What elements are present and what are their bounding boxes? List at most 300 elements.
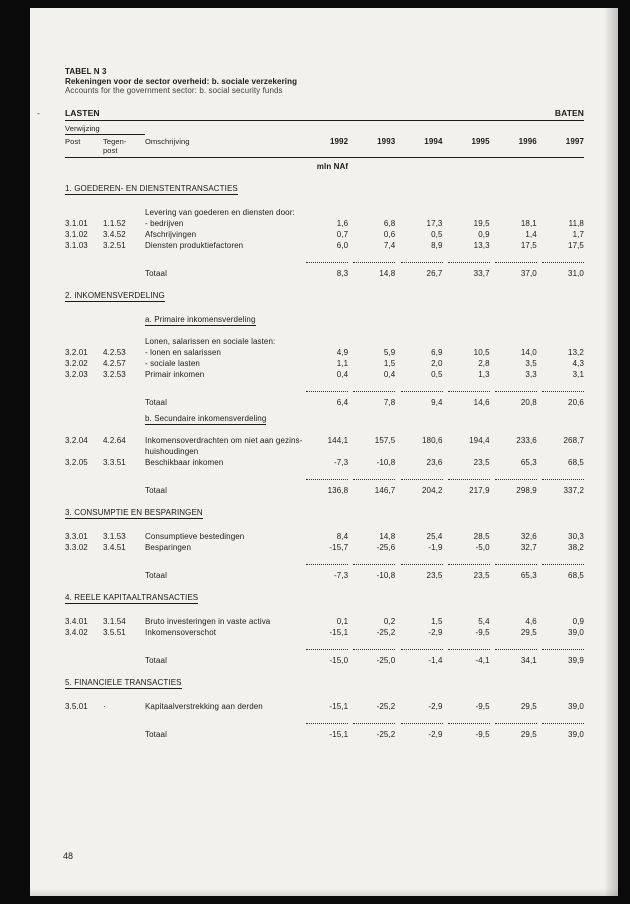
value-1994: 180,6 — [421, 435, 443, 445]
dots-cell — [348, 258, 395, 264]
value-1993: 0,6 — [383, 229, 396, 239]
row-label: - bedrijven — [145, 218, 184, 228]
value-1997: 68,5 — [568, 457, 584, 467]
post-cell: 3.1.01 — [65, 218, 88, 228]
dotted-leader — [448, 259, 490, 263]
spacer — [65, 560, 103, 561]
table-row — [65, 616, 584, 627]
post-cell — [65, 485, 103, 486]
tegenpost-cell: · — [103, 701, 106, 711]
column-header-row — [65, 137, 584, 155]
value-1995: 28,5 — [473, 531, 490, 541]
horizontal-rule-header — [65, 157, 584, 158]
value-1995: 194,4 — [469, 435, 490, 445]
row-label: Totaal — [145, 485, 167, 495]
spacer — [145, 161, 301, 162]
section-heading-text: 3. CONSUMPTIE EN BESPARINGEN — [65, 507, 203, 517]
section-heading-text: 5. FINANCIELE TRANSACTIES — [65, 677, 182, 687]
value-1993: -25,2 — [376, 701, 396, 711]
row-label: Consumptieve bestedingen — [145, 531, 245, 541]
dots-cell — [490, 645, 537, 651]
value-1992: 1,6 — [336, 218, 349, 228]
row-label: Totaal — [145, 655, 167, 665]
dotted-leader — [306, 388, 348, 392]
tegenpost-cell — [103, 207, 145, 208]
value-1994: 2,0 — [431, 358, 443, 368]
dots-cell — [395, 645, 442, 651]
value-1993: 14,8 — [379, 268, 396, 278]
value-1997: 13,2 — [568, 347, 584, 357]
document-page — [30, 8, 618, 896]
value-1997: 38,2 — [568, 542, 584, 552]
value-1995: 19,5 — [473, 218, 490, 228]
post-cell — [65, 397, 103, 398]
value-1993: 0,2 — [383, 616, 396, 626]
post-cell — [65, 314, 103, 315]
table-row — [65, 542, 584, 553]
value-1995: 2,8 — [478, 358, 490, 368]
value-1994: -1,4 — [428, 655, 443, 665]
value-1997: 268,7 — [563, 435, 584, 445]
tegenpost-cell — [103, 314, 145, 315]
section-heading — [65, 507, 584, 518]
dots-cell — [443, 387, 490, 393]
spacer — [65, 387, 103, 388]
dotted-leader — [495, 561, 537, 565]
dotted-leader — [542, 561, 584, 565]
row-label: Kapitaalverstrekking aan derden — [145, 701, 263, 711]
value-1992: -7,3 — [333, 457, 349, 467]
post-cell: 3.2.01 — [65, 347, 88, 357]
tegenpost-cell: 4.2.53 — [103, 347, 126, 357]
value-1995: -9,5 — [475, 701, 490, 711]
row-label: Beschikbaar inkomen — [145, 457, 224, 467]
row-label: Levering van goederen en diensten door: — [145, 207, 295, 217]
table-row — [65, 627, 584, 638]
dotted-leader — [448, 646, 490, 650]
dots-cell — [490, 387, 537, 393]
value-1996: 37,0 — [520, 268, 537, 278]
table-row — [65, 229, 584, 240]
dotted-leader — [542, 259, 584, 263]
dots-cell — [348, 645, 395, 651]
spacer — [103, 387, 145, 388]
dotted-leader — [306, 476, 348, 480]
value-1992: 136,8 — [327, 485, 349, 495]
table-section — [65, 290, 584, 496]
tegenpost-cell — [103, 729, 145, 730]
table-row — [65, 701, 584, 712]
dots-cell — [443, 475, 490, 481]
value-1993: 6,8 — [383, 218, 396, 228]
dotted-leader — [353, 646, 395, 650]
value-1997: 17,5 — [568, 240, 584, 250]
value-1995: 13,3 — [473, 240, 490, 250]
value-1994: 204,2 — [421, 485, 443, 495]
tegenpost-cell: 3.1.54 — [103, 616, 126, 626]
value-1997: 39,0 — [568, 701, 584, 711]
dots-cell — [301, 258, 348, 264]
spacer — [103, 161, 145, 162]
post-cell — [65, 268, 103, 269]
table-subheading — [65, 413, 584, 424]
dots-cell — [537, 560, 584, 566]
dotted-leader — [306, 259, 348, 263]
value-1993: 7,4 — [383, 240, 396, 250]
tegenpost-cell — [103, 655, 145, 656]
dots-cell — [301, 719, 348, 725]
dots-cell — [537, 387, 584, 393]
value-1997: 4,3 — [572, 358, 584, 368]
value-1993: 14,8 — [379, 531, 396, 541]
dotted-leader — [448, 561, 490, 565]
value-1997: 0,9 — [572, 616, 584, 626]
dots-cell — [348, 475, 395, 481]
dotted-separator — [65, 475, 584, 481]
table-row — [65, 457, 584, 468]
post-cell — [65, 413, 103, 414]
value-1993: -10,8 — [376, 457, 396, 467]
table-row — [65, 268, 584, 279]
value-1995: 14,6 — [473, 397, 490, 407]
value-1995: -9,5 — [475, 729, 490, 739]
dotted-leader — [353, 259, 395, 263]
dots-cell — [301, 387, 348, 393]
post-cell: 3.1.02 — [65, 229, 88, 239]
row-label: Lonen, salarissen en sociale lasten: — [145, 336, 276, 346]
dots-cell — [443, 645, 490, 651]
value-1993: 146,7 — [374, 485, 396, 495]
dots-cell — [348, 560, 395, 566]
value-1997: 337,2 — [563, 485, 584, 495]
subheading-cell — [145, 413, 584, 424]
spacer — [103, 719, 145, 720]
spacer — [145, 475, 301, 476]
value-1996: 4,6 — [525, 616, 537, 626]
value-1994: -2,9 — [428, 627, 443, 637]
table-row — [65, 531, 584, 542]
dots-cell — [490, 560, 537, 566]
year-header-1994: 1994 — [424, 136, 443, 146]
dots-cell — [348, 387, 395, 393]
value-1994: 9,4 — [431, 397, 443, 407]
value-1992: -15,1 — [329, 729, 349, 739]
year-header-1996: 1996 — [518, 136, 537, 146]
table-row — [65, 729, 584, 740]
spacer — [348, 161, 395, 162]
spacer — [65, 645, 103, 646]
tegenpost-cell: 4.2.64 — [103, 435, 126, 445]
section-heading-text: 1. GOEDEREN- EN DIENSTENTRANSACTIES — [65, 183, 238, 193]
reference-header — [65, 124, 584, 135]
dots-cell — [443, 258, 490, 264]
value-1994: 8,9 — [431, 240, 443, 250]
dotted-leader — [401, 720, 443, 724]
value-1993: 7,8 — [383, 397, 396, 407]
row-label: Diensten produktiefactoren — [145, 240, 244, 250]
page-number: 48 — [63, 851, 74, 861]
section-heading — [65, 677, 584, 688]
value-1992: -15,1 — [329, 627, 349, 637]
row-label: Primair inkomen — [145, 369, 205, 379]
dots-cell — [395, 719, 442, 725]
spacer — [537, 161, 584, 162]
dotted-separator — [65, 719, 584, 725]
value-1996: 14,0 — [520, 347, 537, 357]
margin-mark: - — [37, 107, 40, 118]
table-row — [65, 397, 584, 408]
dotted-leader — [448, 476, 490, 480]
post-cell: 3.3.02 — [65, 542, 88, 552]
value-1996: 34,1 — [520, 655, 537, 665]
spacer — [145, 387, 301, 388]
table-section — [65, 183, 584, 279]
tegenpost-cell — [103, 397, 145, 398]
section-heading — [65, 183, 584, 194]
table-row — [65, 485, 584, 496]
value-1995: 1,3 — [478, 369, 490, 379]
row-label: Afschrijvingen — [145, 229, 197, 239]
spacer — [443, 161, 490, 162]
row-label: Bruto investeringen in vaste activa — [145, 616, 271, 626]
spacer — [103, 645, 145, 646]
section-heading — [65, 290, 584, 301]
dotted-leader — [353, 720, 395, 724]
value-1992: -15,7 — [329, 542, 349, 552]
post-cell: 3.2.04 — [65, 435, 88, 445]
dotted-separator — [65, 560, 584, 566]
value-1994: 0,5 — [431, 369, 443, 379]
tegenpost-cell: 3.3.51 — [103, 457, 126, 467]
dots-cell — [395, 258, 442, 264]
value-1992: 8,3 — [336, 268, 349, 278]
row-label — [145, 435, 301, 457]
post-cell: 3.2.05 — [65, 457, 88, 467]
value-1993: 0,4 — [383, 369, 396, 379]
dotted-leader — [353, 561, 395, 565]
value-1992: 6,0 — [336, 240, 349, 250]
dotted-separator — [65, 645, 584, 651]
dots-cell — [537, 719, 584, 725]
tegenpost-cell — [103, 485, 145, 486]
value-1993: 1,5 — [383, 358, 396, 368]
row-label-line2: huishoudingen — [145, 446, 199, 456]
table-row — [65, 347, 584, 358]
table-section — [65, 677, 584, 740]
post-cell: 3.1.03 — [65, 240, 88, 250]
tegenpost-cell — [103, 268, 145, 269]
row-label: - lonen en salarissen — [145, 347, 221, 357]
post-cell: 3.2.02 — [65, 358, 88, 368]
value-1993: 157,5 — [374, 435, 396, 445]
dotted-separator — [65, 387, 584, 393]
section-heading-text: 2. INKOMENSVERDELING — [65, 290, 165, 300]
value-1997: 1,7 — [572, 229, 584, 239]
tegenpost-cell: 3.4.51 — [103, 542, 126, 552]
column-banner — [37, 107, 584, 118]
value-1997: 30,3 — [568, 531, 584, 541]
value-1994: 23,5 — [426, 570, 443, 580]
value-1996: 32,6 — [520, 531, 537, 541]
table-section — [65, 507, 584, 581]
value-1992: 144,1 — [327, 435, 349, 445]
value-1996: 29,5 — [520, 729, 537, 739]
value-1994: -1,9 — [428, 542, 443, 552]
subheading-text: a. Primaire inkomensverdeling — [145, 314, 256, 324]
spacer — [145, 645, 301, 646]
spacer — [395, 161, 442, 162]
table-row — [65, 435, 584, 457]
dotted-leader — [401, 561, 443, 565]
baten-label: BATEN — [554, 107, 584, 118]
table-row — [65, 369, 584, 380]
post-cell: 3.3.01 — [65, 531, 88, 541]
value-1997: 39,0 — [568, 729, 584, 739]
value-1996: 65,3 — [520, 457, 537, 467]
col-header-tegenpost — [103, 137, 145, 155]
value-1996: 3,3 — [525, 369, 537, 379]
dotted-leader — [401, 259, 443, 263]
table-row — [65, 358, 584, 369]
spacer — [103, 258, 145, 259]
year-header-1995: 1995 — [471, 136, 490, 146]
row-label: Totaal — [145, 268, 167, 278]
spacer — [490, 161, 537, 162]
value-1994: 0,5 — [431, 229, 443, 239]
value-1993: -25,2 — [376, 627, 396, 637]
value-1995: 5,4 — [478, 616, 490, 626]
tegenpost-cell: 3.5.51 — [103, 627, 126, 637]
dotted-leader — [401, 646, 443, 650]
spacer — [145, 258, 301, 259]
dotted-leader — [448, 388, 490, 392]
value-1997: 20,6 — [568, 397, 584, 407]
dotted-leader — [495, 720, 537, 724]
dotted-leader — [306, 646, 348, 650]
dots-cell — [395, 387, 442, 393]
value-1994: -2,9 — [428, 729, 443, 739]
title-english: Accounts for the government sector: b. social security funds — [65, 86, 283, 95]
value-1996: 65,3 — [520, 570, 537, 580]
dots-cell — [490, 475, 537, 481]
tegenpost-cell: 3.4.52 — [103, 229, 126, 239]
spacer — [103, 560, 145, 561]
document-header — [65, 67, 584, 96]
dotted-leader — [542, 720, 584, 724]
value-1995: 0,9 — [478, 229, 490, 239]
dots-cell — [395, 475, 442, 481]
value-1997: 11,8 — [568, 218, 584, 228]
tegenpost-line2: post — [103, 145, 118, 155]
value-1997: 39,9 — [568, 655, 584, 665]
value-1994: 23,6 — [426, 457, 443, 467]
dotted-leader — [353, 388, 395, 392]
value-1993: -10,8 — [376, 570, 396, 580]
tegenpost-cell: 3.1.53 — [103, 531, 126, 541]
row-label: Besparingen — [145, 542, 192, 552]
value-1993: -25,6 — [376, 542, 396, 552]
value-1994: 26,7 — [426, 268, 443, 278]
dots-cell — [537, 258, 584, 264]
value-1992: 8,4 — [336, 531, 349, 541]
unit-row — [65, 161, 584, 172]
value-1993: 5,9 — [383, 347, 396, 357]
post-cell: 3.4.02 — [65, 627, 88, 637]
table-row — [65, 207, 584, 218]
value-1993: -25,2 — [376, 729, 396, 739]
value-1992: 0,4 — [336, 369, 349, 379]
dotted-leader — [306, 720, 348, 724]
year-header-1992: 1992 — [329, 136, 349, 146]
spacer — [145, 560, 301, 561]
table-subheading — [65, 314, 584, 325]
dotted-leader — [495, 646, 537, 650]
section-heading-text: 4. REELE KAPITAALTRANSACTIES — [65, 592, 199, 602]
dotted-leader — [495, 476, 537, 480]
value-1997: 39,0 — [568, 627, 584, 637]
dotted-leader — [448, 720, 490, 724]
spacer — [145, 719, 301, 720]
dotted-separator — [65, 258, 584, 264]
spacer — [65, 719, 103, 720]
dotted-leader — [542, 646, 584, 650]
dotted-leader — [306, 561, 348, 565]
value-1996: 29,5 — [520, 701, 537, 711]
value-1995: -5,0 — [475, 542, 490, 552]
tegenpost-cell: 1.1.52 — [103, 218, 126, 228]
reference-label: Verwijzing — [65, 124, 145, 135]
table-section — [65, 592, 584, 666]
post-cell — [65, 336, 103, 337]
value-1996: 29,5 — [520, 627, 537, 637]
table-row — [65, 240, 584, 251]
value-1997: 68,5 — [568, 570, 584, 580]
value-1994: -2,9 — [428, 701, 443, 711]
dotted-leader — [401, 388, 443, 392]
value-1992: -15,1 — [329, 701, 349, 711]
post-cell — [65, 729, 103, 730]
value-1995: 217,9 — [469, 485, 490, 495]
row-label: Inkomensoverschot — [145, 627, 217, 637]
dots-cell — [443, 719, 490, 725]
page-content — [37, 67, 584, 742]
value-1994: 17,3 — [426, 218, 443, 228]
post-cell: 3.4.01 — [65, 616, 88, 626]
value-1992: 6,4 — [336, 397, 349, 407]
value-1994: 25,4 — [426, 531, 443, 541]
dotted-leader — [401, 476, 443, 480]
spacer — [65, 161, 103, 162]
dotted-leader — [353, 476, 395, 480]
tegenpost-cell — [103, 413, 145, 414]
value-1994: 6,9 — [431, 347, 443, 357]
value-1996: 32,7 — [520, 542, 537, 552]
unit-label: mln NAf — [316, 161, 349, 171]
row-label: Totaal — [145, 397, 167, 407]
spacer — [103, 475, 145, 476]
value-1992: -15,0 — [329, 655, 349, 665]
value-1996: 1,4 — [525, 229, 537, 239]
col-header-post: Post — [65, 136, 81, 146]
value-1995: 10,5 — [473, 347, 490, 357]
value-1995: -9,5 — [475, 627, 490, 637]
value-1992: 4,9 — [336, 347, 349, 357]
table-number: TABEL N 3 — [65, 67, 107, 76]
table-row — [65, 570, 584, 581]
table-row — [65, 336, 584, 347]
post-cell — [65, 655, 103, 656]
dots-cell — [537, 475, 584, 481]
